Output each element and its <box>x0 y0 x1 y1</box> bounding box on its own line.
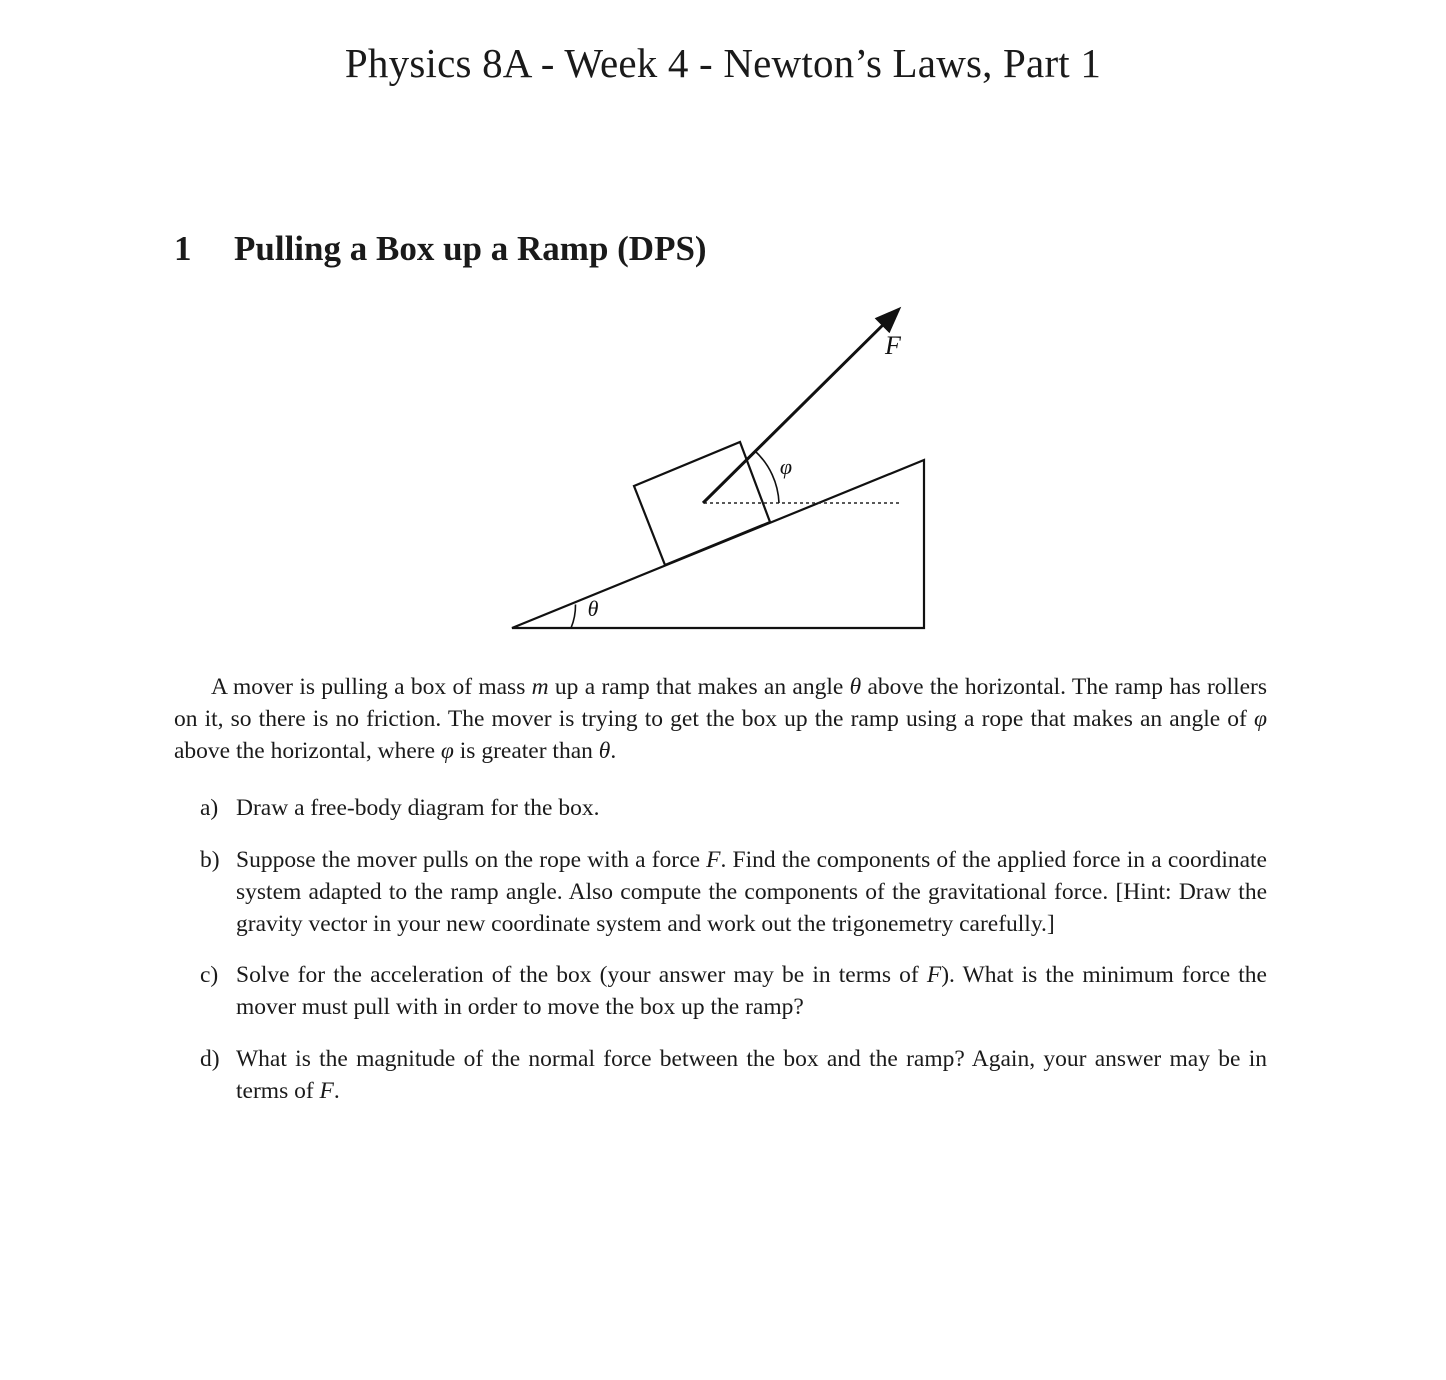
question-text: What is the magnitude of the normal force between the box and the ramp? Again, your answer may be in terms of <box>236 1046 1267 1104</box>
intro-text: is greater than <box>453 738 599 764</box>
question-list <box>174 792 1267 1107</box>
force-symbol: F <box>319 1078 334 1104</box>
theta-symbol: θ <box>598 738 611 764</box>
force-arrow <box>703 311 897 503</box>
question-label: c) <box>200 962 219 988</box>
intro-text: above the horizontal, where <box>174 738 441 764</box>
question-text: Suppose the mover pulls on the rope with a force <box>236 847 707 873</box>
ramp-angle-label: θ <box>587 596 599 621</box>
question-text: . <box>333 1078 340 1104</box>
question-label: d) <box>200 1046 220 1072</box>
document-title: Physics 8A - Week 4 - Newton’s Laws, Part 1 <box>344 40 1102 86</box>
intro-text: above the horizontal. The ramp has rollers on it, so there is no friction. The mover is trying to get the box up the ramp using a rope that makes an angle of <box>174 674 1267 732</box>
box <box>634 442 770 565</box>
ramp-angle-arc <box>571 605 576 629</box>
section-title: Pulling a Box up a Ramp (DPS) <box>234 229 707 268</box>
phi-symbol: φ <box>440 738 454 764</box>
question-text: Solve for the acceleration of the box (your answer may be in terms of <box>236 962 927 988</box>
question-item-b <box>174 844 1267 940</box>
question-label: a) <box>200 795 219 821</box>
phi-symbol: φ <box>1253 706 1267 732</box>
section-heading <box>174 226 707 272</box>
question-item-a <box>174 792 1267 824</box>
question-text: Draw a free-body diagram for the box. <box>236 795 600 821</box>
ramp-diagram-svg <box>490 290 950 640</box>
intro-text: A mover is pulling a box of mass <box>211 674 532 700</box>
intro-text: . <box>610 738 617 764</box>
rope-angle-label: φ <box>779 454 793 479</box>
mass-symbol: m <box>531 674 549 700</box>
question-text: . Find the components of the applied force in a coordinate system adapted to the ramp angle. Also compute the components of the gravitational force. [Hint: Draw the gravity vector in your new coordinate system and work out the trigonemetry carefully.] <box>236 847 1267 937</box>
theta-symbol: θ <box>849 674 862 700</box>
force-symbol: F <box>706 847 721 873</box>
ramp-diagram <box>490 290 950 640</box>
question-label: b) <box>200 847 220 873</box>
intro-text: up a ramp that makes an angle <box>548 674 850 700</box>
problem-description <box>174 671 1267 767</box>
question-item-c <box>174 959 1267 1023</box>
question-text: ). What is the minimum force the mover must pull with in order to move the box up the ramp? <box>236 962 1267 1020</box>
question-item-d <box>174 1043 1267 1107</box>
force-symbol: F <box>926 962 942 988</box>
section-number: 1 <box>174 229 192 268</box>
force-label: F <box>885 331 901 360</box>
